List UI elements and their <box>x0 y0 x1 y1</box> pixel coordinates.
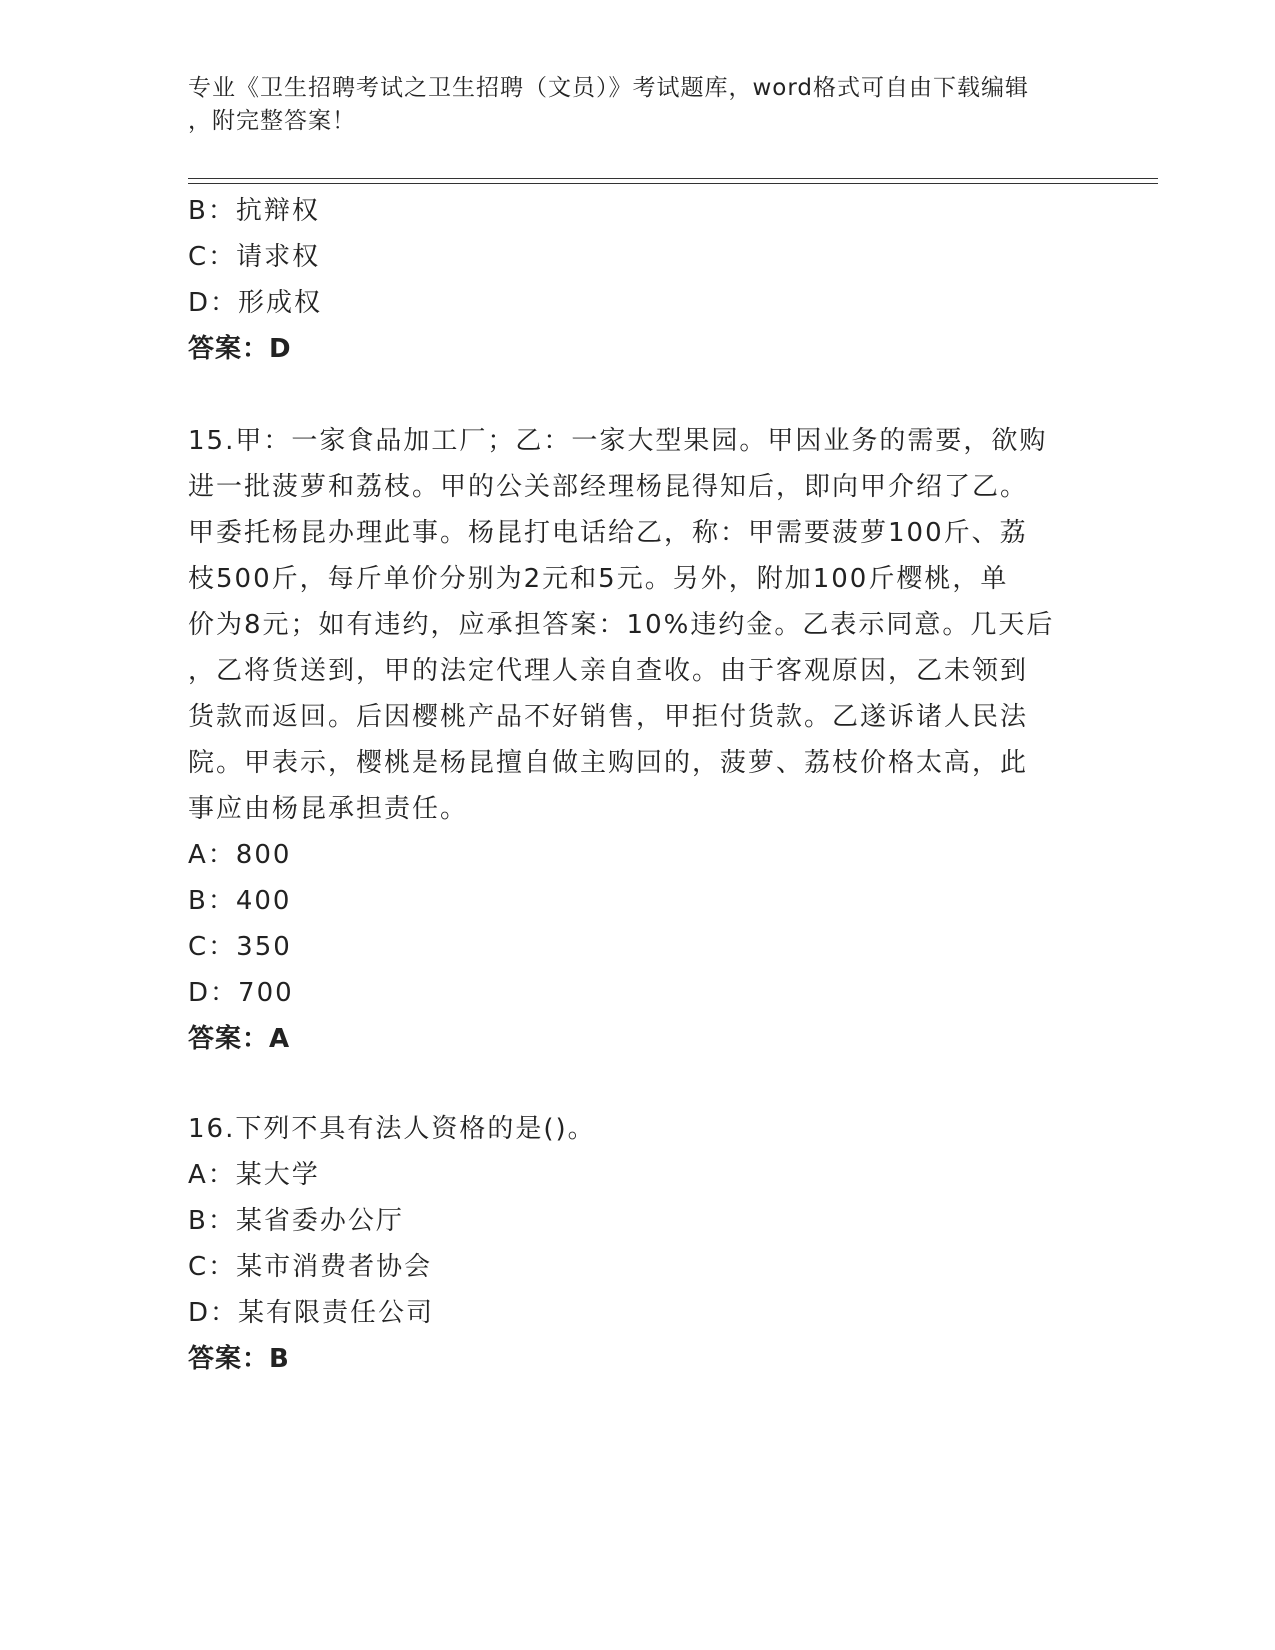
header-title-line-1: 专业《卫生招聘考试之卫生招聘（文员）》考试题库，word格式可自由下载编辑 <box>188 75 1030 101</box>
answer-label: 答案：D <box>188 334 292 364</box>
option-b: B：400 <box>188 886 292 916</box>
question-text-line: 院。甲表示，樱桃是杨昆擅自做主购回的，菠萝、荔枝价格太高，此 <box>188 748 1029 778</box>
question-16 <box>188 1106 1088 1382</box>
option-b: B：某省委办公厅 <box>188 1206 404 1236</box>
answer-label: 答案：A <box>188 1024 291 1054</box>
question-text: 16.下列不具有法人资格的是()。 <box>188 1114 596 1144</box>
question-text-line: 15.甲：一家食品加工厂；乙：一家大型果园。甲因业务的需要，欲购 <box>188 426 1048 456</box>
option-a: A：某大学 <box>188 1160 320 1190</box>
header-title-line-2: ，附完整答案！ <box>188 108 356 134</box>
question-text-line: 价为8元；如有违约，应承担答案：10%违约金。乙表示同意。几天后 <box>188 610 1055 640</box>
question-text-line: 事应由杨昆承担责任。 <box>188 794 469 824</box>
option-d: D：某有限责任公司 <box>188 1298 435 1328</box>
option-c: C：某市消费者协会 <box>188 1252 433 1282</box>
question-text-line: 货款而返回。后因樱桃产品不好销售，甲拒付货款。乙遂诉诸人民法 <box>188 702 1029 732</box>
question-15 <box>188 418 1088 1062</box>
header-divider-top <box>188 178 1158 179</box>
question-text-line: 枝500斤，每斤单价分别为2元和5元。另外，附加100斤樱桃，单 <box>188 564 1009 594</box>
option-c: C：请求权 <box>188 242 321 272</box>
question-14-tail <box>188 188 1088 372</box>
option-d: D：700 <box>188 978 294 1008</box>
header-divider-bottom <box>188 183 1158 184</box>
option-a: A：800 <box>188 840 292 870</box>
answer-label: 答案：B <box>188 1344 290 1374</box>
question-text-line: 进一批菠萝和荔枝。甲的公关部经理杨昆得知后，即向甲介绍了乙。 <box>188 472 1029 502</box>
option-b: B：抗辩权 <box>188 196 320 226</box>
question-text-line: 甲委托杨昆办理此事。杨昆打电话给乙，称：甲需要菠萝100斤、荔 <box>188 518 1028 548</box>
question-text-line: ，乙将货送到，甲的法定代理人亲自查收。由于客观原因，乙未领到 <box>188 656 1029 686</box>
option-d: D：形成权 <box>188 288 323 318</box>
option-c: C：350 <box>188 932 292 962</box>
page-header <box>188 72 1068 138</box>
